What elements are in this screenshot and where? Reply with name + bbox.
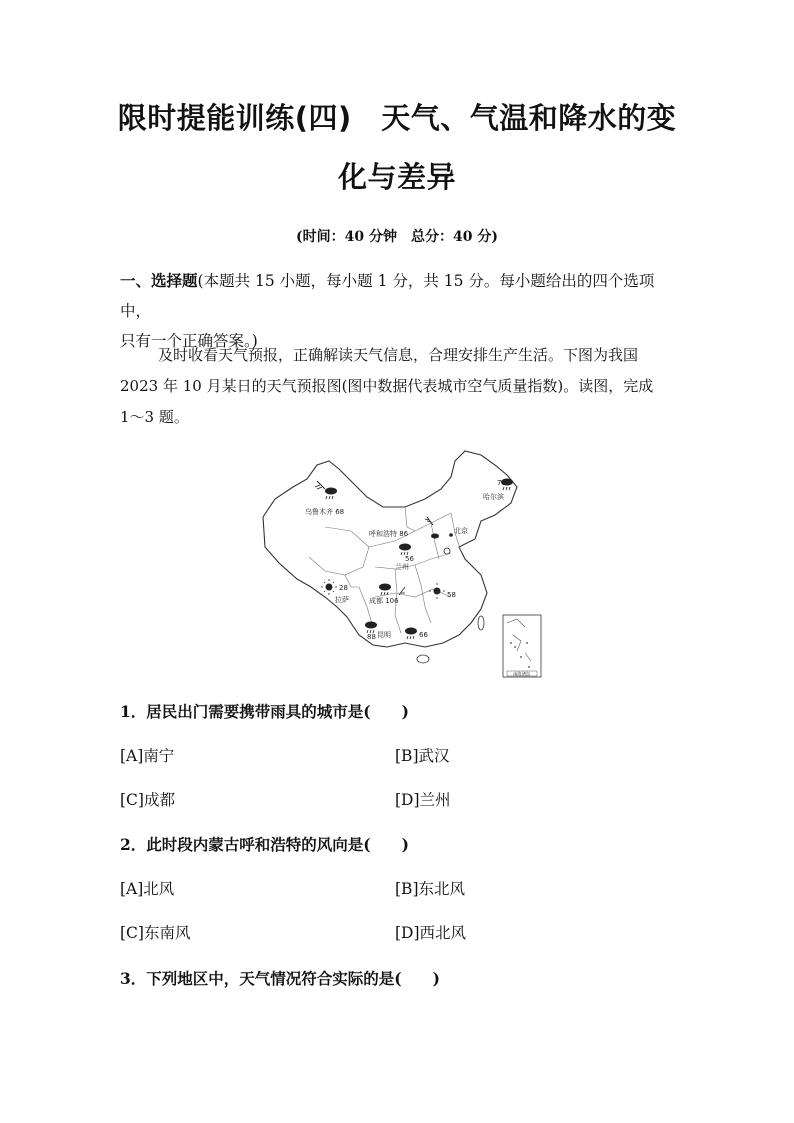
beijing-marker: [444, 526, 468, 554]
exam-meta: (时间：40 分钟 总分：40 分): [296, 229, 498, 245]
intro-paragraph: [120, 340, 680, 433]
question-2-option-a[interactable]: [A]北风: [120, 880, 175, 898]
urumqi-marker: [305, 481, 344, 516]
page-title-line-1: 限时提能训练(四) 天气、气温和降水的变: [117, 101, 677, 135]
lhasa-marker: [321, 579, 349, 604]
harbin-marker: [483, 479, 513, 502]
city-label-beijing: 北京: [454, 527, 468, 535]
taiwan-island: [478, 616, 484, 630]
question-1-option-d[interactable]: [D]兰州: [395, 791, 451, 809]
question-2-option-c[interactable]: [C]东南风: [120, 924, 191, 942]
city-aqi-lhasa: 28: [339, 584, 348, 592]
question-2-option-d[interactable]: [D]西北风: [395, 924, 467, 942]
city-label-lanzhou: 兰州: [395, 563, 409, 571]
question-1-stem: 1．居民出门需要携带雨具的城市是( ): [120, 702, 409, 721]
city-aqi-lanzhou: 56: [405, 555, 414, 563]
intro-line-2: 2023 年 10 月某日的天气预报图(图中数据代表城市空气质量指数)。读图，完成: [120, 377, 654, 395]
lanzhou-marker: [395, 544, 414, 572]
city-label-lhasa: 拉萨: [335, 596, 349, 604]
hainan-island: [417, 655, 429, 663]
chengdu-marker: [369, 584, 405, 606]
inset-label: 南海诸岛: [513, 672, 531, 678]
city-label-kunming: 昆明: [377, 631, 391, 639]
section-rules-line-2: 只有一个正确答案。): [120, 332, 258, 350]
page-title-line-2: 化与差异: [337, 160, 456, 194]
section-rules-line-1: (本题共 15 小题，每小题 1 分，共 15 分。每小题给出的四个选项中，: [120, 272, 655, 320]
city-aqi-kunming: 88: [367, 633, 376, 641]
city-aqi-wuhan: 58: [447, 591, 456, 599]
city-label-hohhot: 呼和浩特 86: [369, 530, 409, 538]
weather-map: [255, 447, 545, 681]
question-2-option-b[interactable]: [B]东北风: [395, 880, 465, 898]
city-label-urumqi: 乌鲁木齐 68: [305, 508, 345, 516]
city-aqi-nanning: 66: [419, 631, 428, 639]
section-heading: 一、选择题: [120, 272, 198, 290]
nanning-marker: [405, 628, 428, 640]
intro-line-3: 1～3 题。: [120, 408, 189, 426]
question-2-stem: 2．此时段内蒙古呼和浩特的风向是( ): [120, 835, 409, 854]
south-china-sea-inset: [503, 615, 541, 677]
city-aqi-harbin: 78: [497, 479, 506, 487]
question-1-option-a[interactable]: [A]南宁: [120, 747, 175, 765]
question-3-stem: 3．下列地区中，天气情况符合实际的是( ): [120, 969, 440, 988]
city-label-harbin: 哈尔滨: [483, 493, 504, 501]
question-1-option-c[interactable]: [C]成都: [120, 791, 175, 809]
wuhan-marker: [429, 583, 456, 599]
question-1-option-b[interactable]: [B]武汉: [395, 747, 450, 765]
province-borders: [309, 507, 461, 633]
intro-line-1: 及时收看天气预报，正确解读天气信息，合理安排生产生活。下图为我国: [158, 346, 639, 364]
hohhot-marker: [369, 517, 439, 539]
city-label-chengdu: 成都 106: [369, 597, 399, 605]
kunming-marker: [365, 622, 391, 642]
